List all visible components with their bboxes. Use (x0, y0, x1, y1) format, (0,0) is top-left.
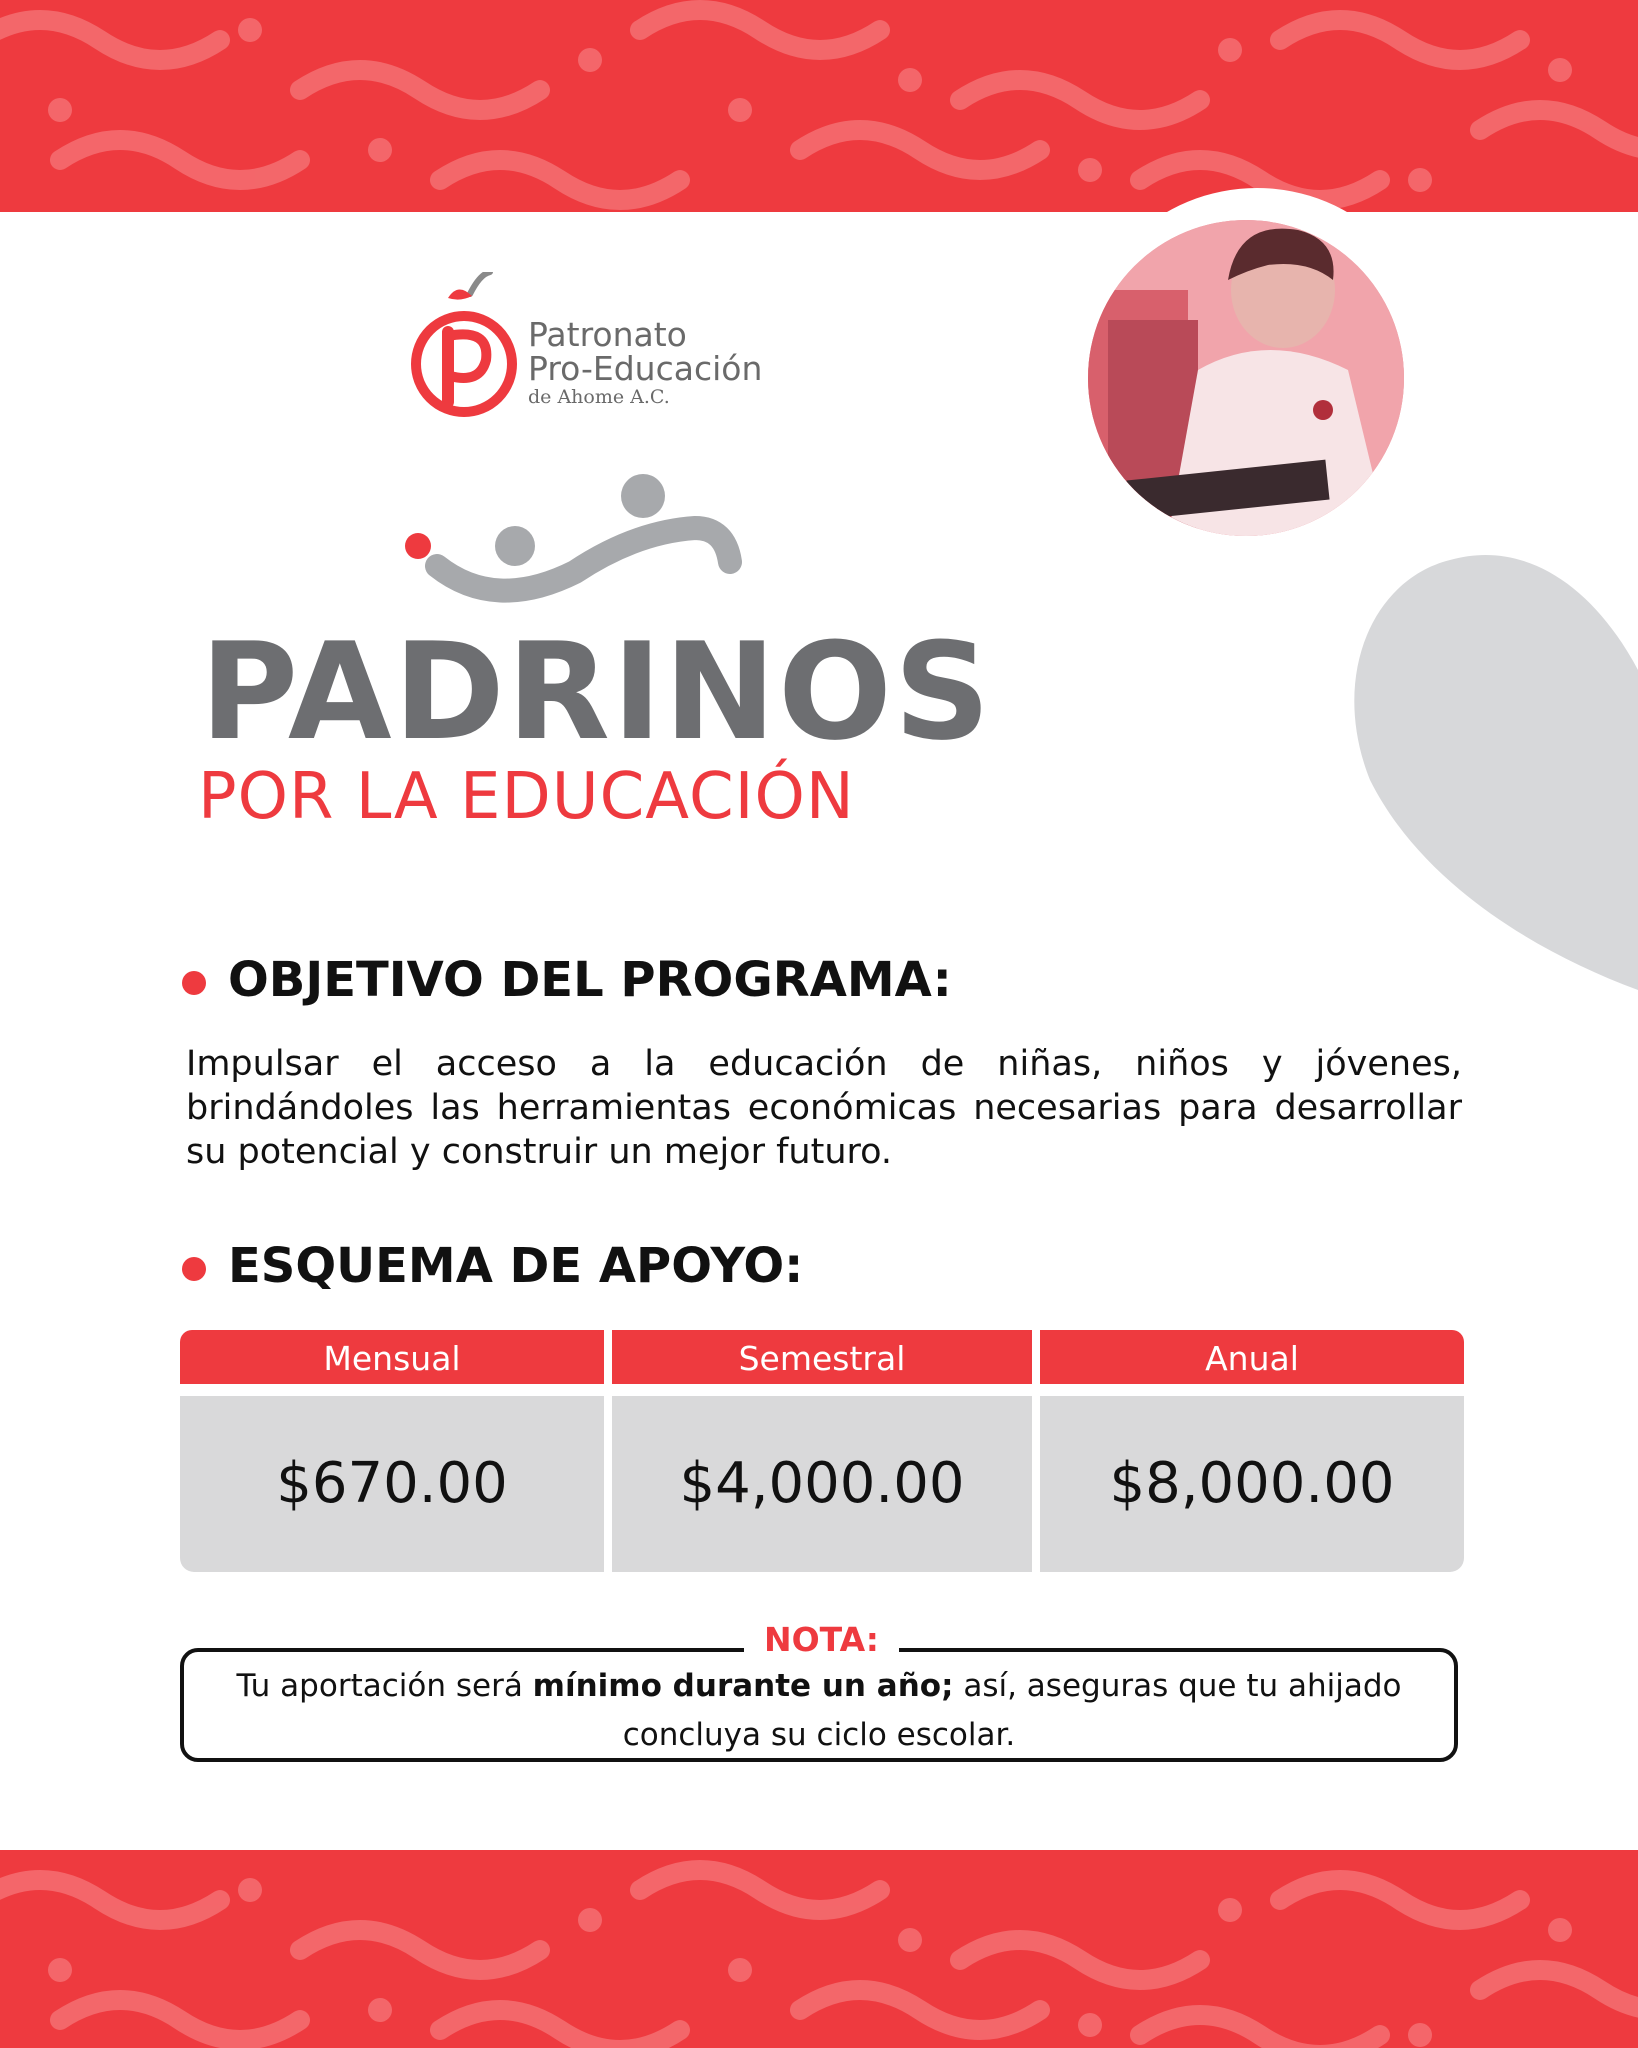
objective-heading-text: OBJETIVO DEL PROGRAMA: (228, 952, 952, 1008)
plan-amount: $670.00 (180, 1396, 604, 1572)
decorative-gray-shape (1330, 520, 1638, 1000)
wave-pattern (0, 1850, 1638, 2048)
support-heading-text: ESQUEMA DE APOYO: (228, 1238, 804, 1294)
org-name-line3: de Ahome A.C. (528, 386, 670, 408)
plan-amount: $4,000.00 (612, 1396, 1032, 1572)
plan-semester (612, 1330, 1032, 1572)
top-pattern-band (0, 0, 1638, 212)
support-heading (182, 1238, 803, 1294)
plan-label: Anual (1040, 1330, 1464, 1384)
support-table (180, 1330, 1464, 1572)
patronato-name (528, 315, 763, 408)
org-name-line1: Patronato (528, 315, 687, 354)
program-title: PADRINOS (200, 614, 993, 770)
bottom-pattern-band (0, 1850, 1638, 2048)
plan-label: Semestral (612, 1330, 1032, 1384)
objective-heading (182, 952, 952, 1008)
padrinos-emblem (395, 462, 745, 622)
bullet-dot (182, 971, 206, 995)
note-text-after: así, aseguras que tu ahijado concluya su ciclo escolar. (622, 1668, 1402, 1753)
note-text-before: Tu aportación será (236, 1668, 533, 1704)
plan-amount: $8,000.00 (1040, 1396, 1464, 1572)
org-name-line2: Pro-Educación (528, 349, 763, 388)
program-subtitle: POR LA EDUCACIÓN (198, 760, 855, 834)
objective-text: Impulsar el acceso a la educación de niñas, niños y jóvenes, brindándoles las herramientas económicas necesarias para desarrollar su potencial y construir un mejor futuro. (186, 1044, 1462, 1172)
student-photo (1088, 220, 1404, 536)
note-label: NOTA: (744, 1620, 899, 1660)
plan-annual (1040, 1330, 1464, 1572)
note-text (190, 1662, 1448, 1760)
bullet-dot (182, 1257, 206, 1281)
wave-pattern (0, 0, 1638, 212)
note-text-bold: mínimo durante un año; (532, 1668, 954, 1704)
plan-monthly (180, 1330, 604, 1572)
plan-label: Mensual (180, 1330, 604, 1384)
